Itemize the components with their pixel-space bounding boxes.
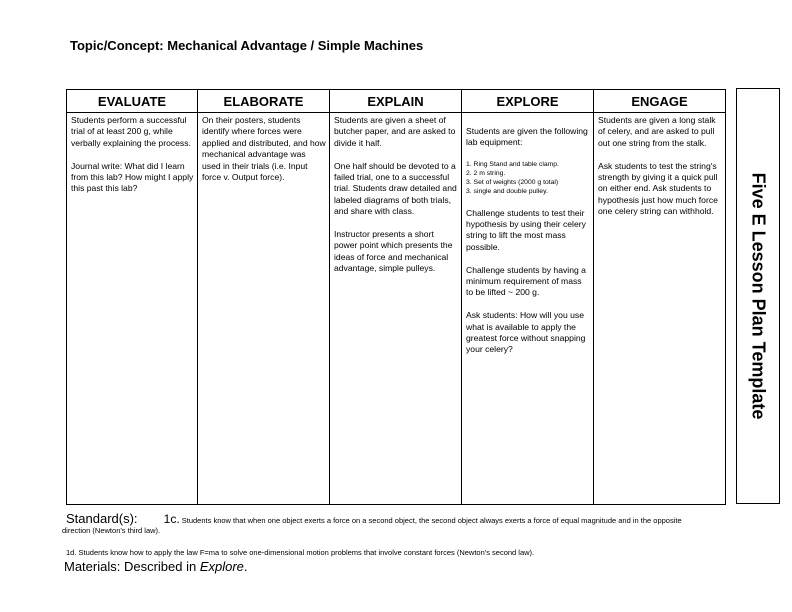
evaluate-header: EVALUATE: [67, 90, 198, 113]
engage-paragraph: Ask students to test the string's strength by giving it a quick pull on either end. Ask students to hypothesis just how much force one celery string can withhold.: [598, 160, 718, 217]
standards-label: Standard(s):: [66, 511, 138, 526]
explore-paragraph: Challenge students to test their hypothesis by using their celery string to lift the most mass possible.: [466, 207, 586, 252]
standard-text: Students know that when one object exerts a force on a second object, the second object always exerts a force of equal magnitude and in the opposite direction (Newton's third law).: [62, 516, 682, 535]
page-title: Topic/Concept: Mechanical Advantage / Simple Machines: [70, 38, 424, 53]
explore-intro: Students are given the following lab equipment:: [466, 126, 588, 148]
explain-paragraph: Students are given a sheet of butcher paper, and are asked to divide it half.: [334, 115, 456, 148]
equipment-item: 2. 2 m string.: [466, 170, 506, 178]
elaborate-cell: [198, 113, 330, 505]
explain-cell: [330, 113, 462, 505]
materials-emphasis: Explore: [199, 559, 244, 574]
materials-line: [64, 559, 248, 574]
evaluate-paragraph: Journal write: What did I learn from this lab? How might I apply this past this lab?: [71, 160, 194, 194]
evaluate-cell: [67, 113, 198, 505]
explore-paragraph: Ask students: How will you use what is available to apply the greatest force without snapping your celery?: [466, 310, 586, 355]
side-title-box: [736, 88, 780, 504]
explain-header: EXPLAIN: [330, 90, 462, 113]
header-row: [67, 90, 726, 113]
lesson-plan-table: [66, 89, 726, 505]
evaluate-paragraph: Students perform a successful trial of at least 200 g, while verbally explaining the process.: [71, 115, 191, 148]
standards-block: [62, 511, 712, 536]
materials-prefix: Materials: Described in: [64, 559, 200, 574]
engage-cell: [594, 113, 726, 505]
explain-paragraph: One half should be devoted to a failed trial, one to a successful trial. Students draw detailed and labeled diagrams of both trials, and share with class.: [334, 160, 457, 217]
explore-header: EXPLORE: [462, 90, 594, 113]
elaborate-header: ELABORATE: [198, 90, 330, 113]
equipment-item: 3. Set of weights (2000 g total): [466, 179, 559, 187]
standard-code: 1c.: [163, 512, 180, 526]
elaborate-paragraph: On their posters, students identify where forces were applied and distributed, and how mechanical advantage was used in their trials (i.e. Input force v. Output force).: [202, 115, 326, 183]
side-title: Five E Lesson Plan Template: [748, 172, 769, 420]
equipment-item: 3. single and double pulley.: [466, 188, 548, 196]
explore-paragraph: Challenge students by having a minimum requirement of mass to be lifted ~ 200 g.: [466, 264, 586, 298]
explain-paragraph: Instructor presents a short power point which presents the ideas of force and mechanical advantage, simple pulleys.: [334, 229, 453, 274]
equipment-list: [466, 160, 590, 196]
content-row: [67, 113, 726, 505]
explore-cell: [462, 113, 594, 505]
materials-suffix: .: [243, 559, 248, 574]
standard-second: 1d. Students know how to apply the law F=ma to solve one-dimensional motion problems that involve constant forces (Newton's second law).: [66, 548, 535, 557]
engage-header: ENGAGE: [594, 90, 726, 113]
engage-paragraph: Students are given a long stalk of celery, and are asked to pull out one string from the stalk.: [598, 115, 716, 148]
equipment-item: 1. Ring Stand and table clamp.: [466, 161, 559, 169]
